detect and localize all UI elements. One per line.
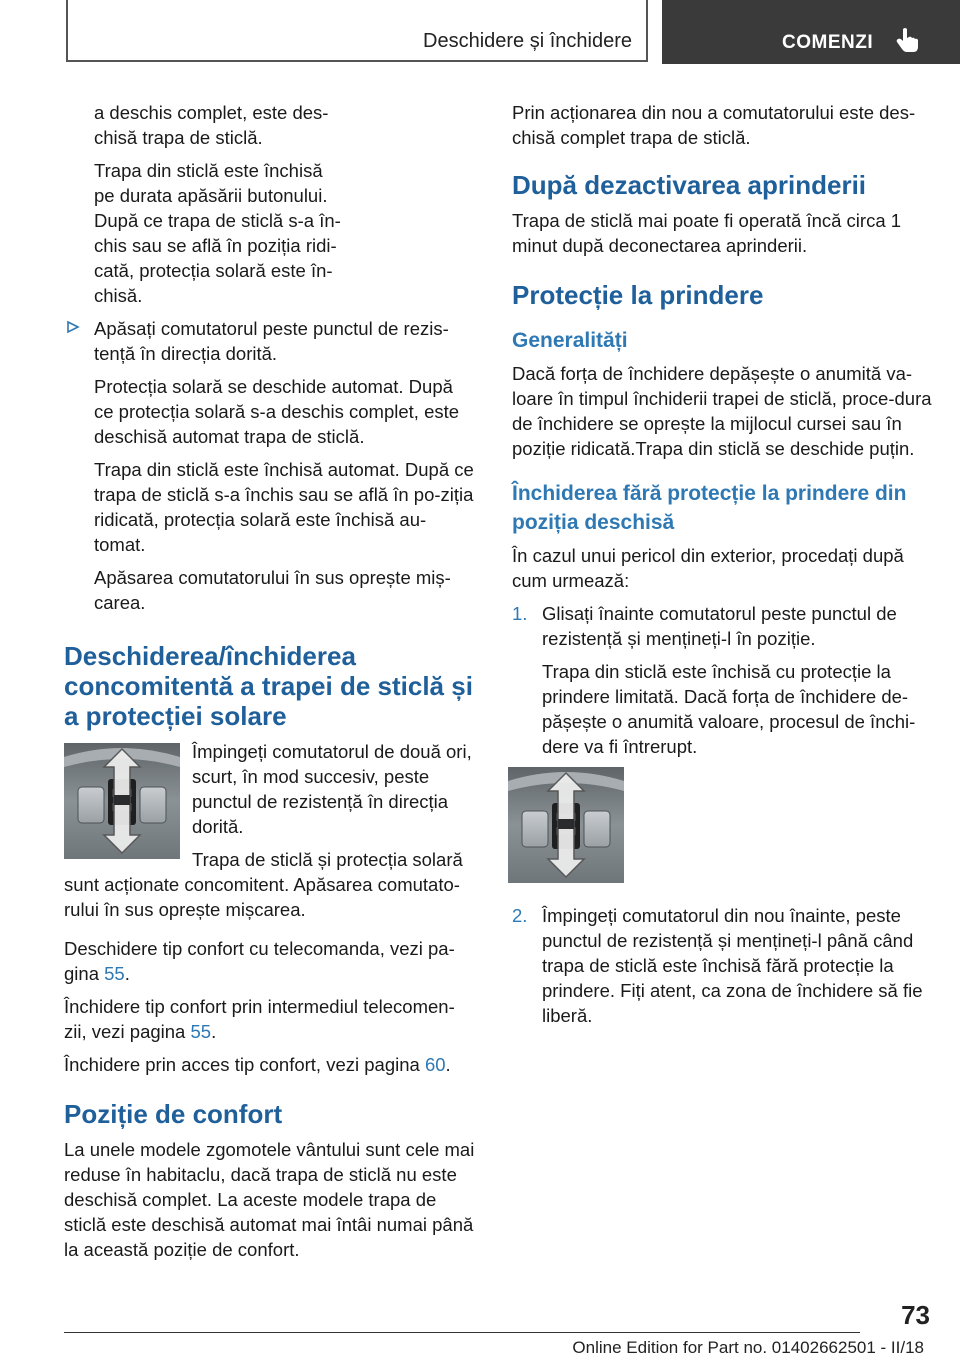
- bullet-text: Apăsați comutatorul peste punctul de rezis-tență în direcția dorită.: [94, 318, 449, 364]
- heading-simultaneous: Deschiderea/închiderea concomitentă a trapei de sticlă și a protecției solare: [64, 641, 473, 731]
- figure-paragraph: [64, 739, 476, 922]
- paragraph: Apăsarea comutatorului în sus oprește miș-carea.: [94, 567, 451, 613]
- paragraph: Trapa de sticlă mai poate fi operată încă circa 1 minut după deconectarea aprinderii.: [512, 210, 902, 256]
- page-number: 73: [901, 1300, 930, 1330]
- list-item: [512, 601, 932, 759]
- step-note: Trapa din sticlă este închisă cu protecție la prindere limitată. Dacă forța de închidere de-pășește o anumită valoare, procesul de închi-dere va fi întrerupt.: [542, 661, 916, 757]
- cross-reference: Deschidere tip confort cu telecomanda, vezi pa-gina 55.: [64, 938, 455, 984]
- right-column: [512, 100, 932, 1036]
- heading-general: Generalități: [512, 329, 628, 352]
- roof-switch-illustration: [64, 743, 180, 859]
- footer-divider: [64, 1332, 860, 1333]
- step-number: 2.: [512, 905, 528, 926]
- chapter-title: COMENZI: [782, 32, 874, 53]
- step-text: Împingeți comutatorul din nou înainte, peste punctul de rezistență și mențineți-l până când trapa de sticlă este închisă fără protecție la prindere. Fiți atent, ca zona de închidere să fie liberă.: [542, 905, 923, 1026]
- bullet-item: [64, 316, 476, 366]
- paragraph: a deschis complet, este des-chisă trapa de sticlă.: [94, 102, 329, 148]
- paragraph: Prin acționarea din nou a comutatorului este des-chisă complet trapa de sticlă.: [512, 102, 916, 148]
- cross-reference: Închidere tip confort prin intermediul telecomen-zii, vezi pagina 55.: [64, 996, 455, 1042]
- paragraph: Dacă forța de închidere depășește o anumită va-loare în timpul închiderii trapei de sticlă, proce-dura de închidere se oprește la mijlocul cursei sau în poziție ridicată.Trapa din sticlă se deschide puțin.: [512, 363, 932, 459]
- heading-comfort: Poziție de confort: [64, 1099, 283, 1129]
- step-number: 1.: [512, 603, 528, 624]
- edition-note: Online Edition for Part no. 01402662501 - II/18: [572, 1338, 924, 1357]
- section-tab: [66, 0, 648, 62]
- roof-switch-illustration: [508, 767, 624, 883]
- paragraph: Trapa din sticlă este închisă automat. După ce trapa de sticlă s-a închis sau se află în po-ziția ridicată, protecția solară este închisă au-tomat.: [94, 459, 474, 555]
- paragraph: La unele modele zgomotele vântului sunt cele mai reduse în habitaclu, dacă trapa de sticlă nu este deschisă complet. La aceste modele trapa de sticlă este deschisă automat mai întâi numai până la această poziție de confort.: [64, 1139, 475, 1260]
- triangle-bullet-icon: [66, 320, 80, 334]
- cross-reference: Închidere prin acces tip confort, vezi pagina 60.: [64, 1054, 451, 1075]
- paragraph: Trapa de sticlă și protecția solară sunt acționate concomitent. Apăsarea comutato-rului în sus oprește mișcarea.: [64, 849, 463, 920]
- list-item: [512, 903, 932, 1028]
- paragraph: În cazul unui pericol din exterior, procedați după cum urmează:: [512, 545, 904, 591]
- chapter-tab: [662, 0, 960, 64]
- paragraph: Protecția solară se deschide automat. După ce protecția solară s-a deschis complet, este deschisă automat trapa de sticlă.: [94, 376, 460, 447]
- hand-pointer-icon: [894, 26, 922, 54]
- paragraph: Împingeți comutatorul de două ori, scurt, în mod succesiv, peste punctul de rezistență în direcția dorită.: [192, 741, 472, 837]
- page-header: [0, 0, 960, 66]
- heading-close-without-protection: Închiderea fără protecție la prindere din poziția deschisă: [512, 482, 907, 534]
- paragraph: Trapa din sticlă este închisă pe durata apăsării butonului. După ce trapa de sticlă s-a în-chis sau se află în poziția ridi-cată, protecția solară este în-chisă.: [94, 160, 341, 306]
- section-title: Deschidere și închidere: [423, 30, 632, 52]
- page-link[interactable]: 55: [190, 1021, 212, 1042]
- heading-pinch-protection: Protecție la prindere: [512, 280, 764, 310]
- page-link[interactable]: 55: [104, 963, 125, 984]
- page-link[interactable]: 60: [424, 1054, 446, 1075]
- step-text: Glisați înainte comutatorul peste punctul de rezistență și mențineți-l în poziție.: [542, 603, 897, 649]
- left-column: [64, 100, 476, 1270]
- heading-after-ignition: După dezactivarea aprinderii: [512, 170, 867, 200]
